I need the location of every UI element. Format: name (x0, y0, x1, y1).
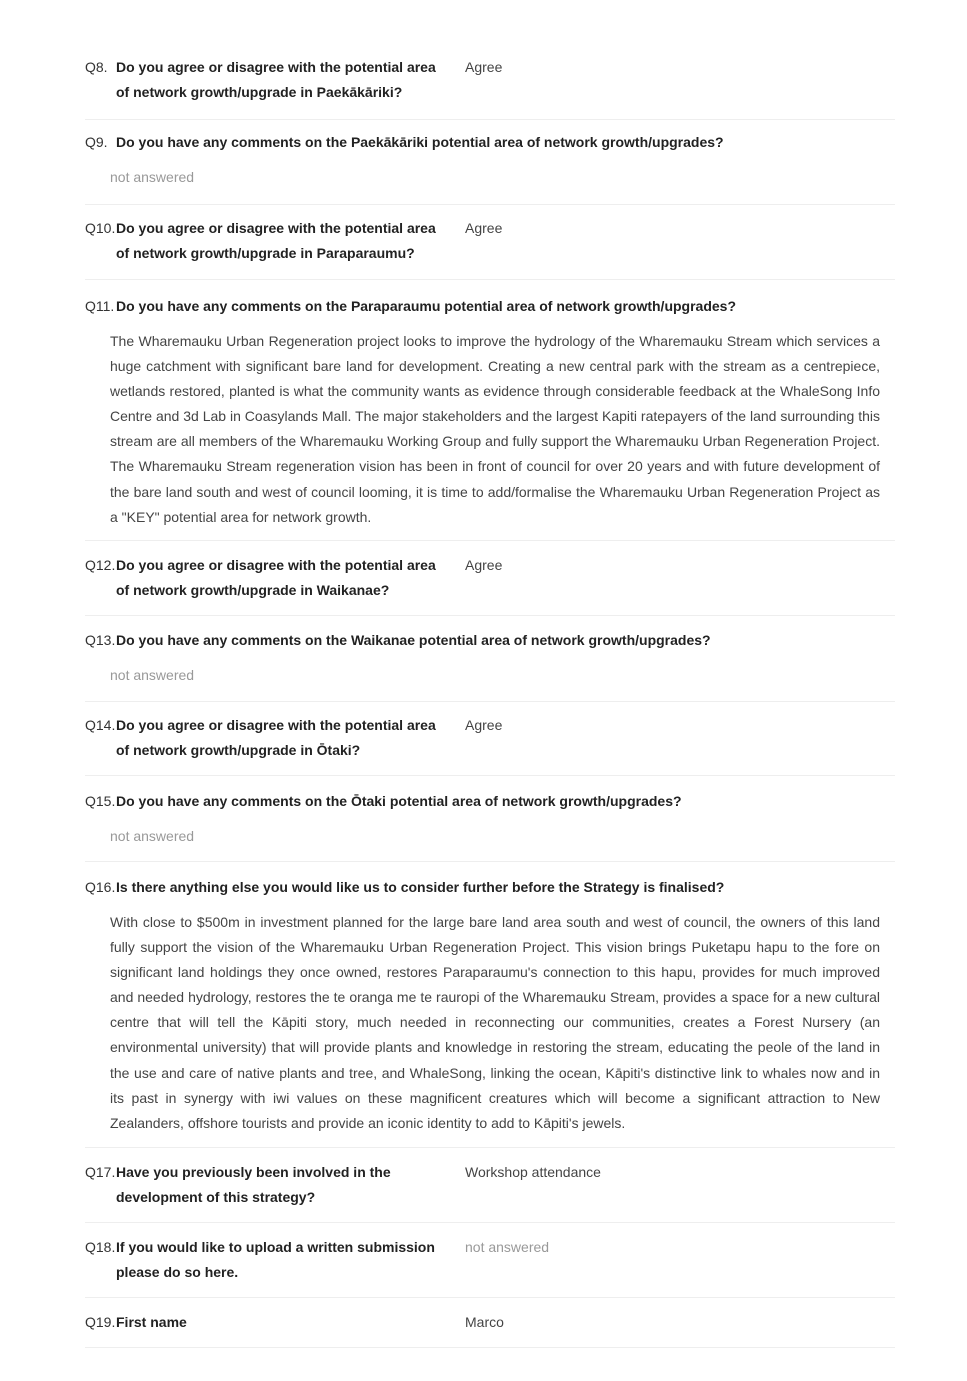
question-q19 (85, 1298, 895, 1348)
question-text: Do you agree or disagree with the potential area of network growth/upgrade in Ōtaki? (116, 717, 436, 758)
answer-value: Agree (465, 59, 503, 75)
question-number: Q14. (85, 717, 116, 733)
question-text: If you would like to upload a written submission please do so here. (116, 1239, 435, 1280)
question-text: Do you have any comments on the Paraparaumu potential area of network growth/upgrades? (116, 298, 737, 314)
question-number: Q16. (85, 879, 116, 895)
answer-value: With close to $500m in investment planned for the large bare land area south and west of council, the owners of this land fully support the vision of the Wharemauku Urban Regeneration Project. This vision brings Puketapu hapu to the fore on significant land holdings they once owned, restores Paraparaumu's connection to this hapu, provides for much improved and needed hydrology, restores the te oranga me te rauropi of the Wharemauku Stream, provides a space for a new cultural centre that will tell the Kāpiti story, much needed in reconnecting our communities, creates a Forest Nursery (an environmental university) that will provide plants and knowledge in restoring the stream, educating the peole of the land in the use and care of native plants and tree, and WhaleSong, linking the ocean, Kāpiti's distinctive link to whales now and in its past in synergy with iwi values on these magnificent creatures which will become a significant attraction to New Zealanders, offshore tourists and provide an iconic identity to add to Kāpiti's jewels. (110, 914, 880, 1131)
answer-value: not answered (465, 1239, 550, 1255)
question-number: Q13. (85, 632, 116, 648)
question-q14 (85, 702, 895, 776)
answer-value: Agree (465, 220, 503, 236)
answer-value: Marco (465, 1314, 504, 1330)
question-text: Do you agree or disagree with the potential area of network growth/upgrade in Waikanae? (116, 557, 436, 598)
answer-value: not answered (110, 828, 195, 844)
question-text: First name (116, 1314, 187, 1330)
answer-value: Agree (465, 557, 503, 573)
question-number: Q8. (85, 59, 108, 75)
question-number: Q19. (85, 1314, 116, 1330)
question-q15 (85, 776, 895, 862)
question-number: Q11. (85, 298, 115, 314)
survey-response-page (85, 55, 895, 1348)
question-text: Is there anything else you would like us to consider further before the Strategy is finalised? (116, 879, 725, 895)
question-q17 (85, 1148, 895, 1223)
question-number: Q18. (85, 1239, 116, 1255)
question-number: Q17. (85, 1164, 116, 1180)
question-q11 (85, 280, 895, 541)
answer-value: not answered (110, 667, 195, 683)
question-text: Do you agree or disagree with the potential area of network growth/upgrade in Paraparaumu? (116, 220, 436, 261)
question-text: Do you have any comments on the Ōtaki potential area of network growth/upgrades? (116, 793, 682, 809)
question-q10 (85, 205, 895, 280)
answer-value: The Wharemauku Urban Regeneration project looks to improve the hydrology of the Wharemauku Stream which services a huge catchment with significant bare land for development. Creating a new central park with the stream as a centrepiece, wetlands restored, planted is what the community wants as evidence through considerable feedback at the WhaleSong Info Centre and 3d Lab in Coasylands Mall. The major stakeholders and the largest Kapiti ratepayers of the land surrounding this stream are all members of the Wharemauku Working Group and fully support the Wharemauku Urban Regeneration Project. The Wharemauku Stream regeneration vision has been in front of council for over 20 years and with future development of the bare land south and west of council looming, it is time to add/formalise the Wharemauku Urban Regeneration Project as a "KEY" potential area for network growth. (110, 333, 880, 525)
question-q16 (85, 862, 895, 1148)
question-text: Do you agree or disagree with the potential area of network growth/upgrade in Paekākāriki? (116, 59, 436, 100)
question-number: Q12. (85, 557, 116, 573)
answer-value: Agree (465, 717, 503, 733)
question-number: Q10. (85, 220, 116, 236)
question-text: Do you have any comments on the Waikanae potential area of network growth/upgrades? (116, 632, 711, 648)
question-q13 (85, 616, 895, 702)
question-number: Q9. (85, 134, 108, 150)
question-number: Q15. (85, 793, 116, 809)
question-text: Do you have any comments on the Paekākāriki potential area of network growth/upgrades? (116, 134, 724, 150)
answer-value: Workshop attendance (465, 1164, 601, 1180)
question-q18 (85, 1223, 895, 1298)
question-text: Have you previously been involved in the development of this strategy? (116, 1164, 391, 1205)
answer-value: not answered (110, 169, 195, 185)
question-q9 (85, 120, 895, 205)
question-q8 (85, 55, 895, 120)
question-q12 (85, 541, 895, 616)
